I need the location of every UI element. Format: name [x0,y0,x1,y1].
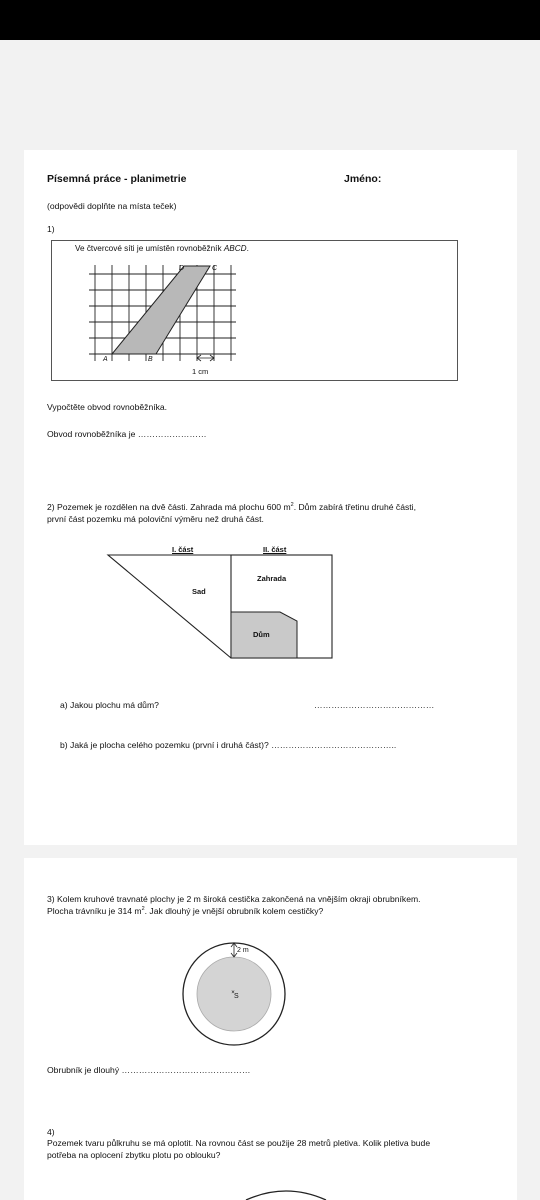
path-width-label: 2 m [237,947,249,954]
q3-answer-line: Obrubník je dlouhý ……………………………………… [47,1065,251,1075]
scale-marker [197,355,214,361]
parallelogram-abcd [112,266,210,354]
q1-figure-box [51,240,458,381]
q4-text-line2: potřeba na oplocení zbytku plotu po oblouku? [47,1150,221,1160]
land-plot-figure [24,540,517,680]
vertex-b: B [148,356,153,363]
scale-label: 1 cm [192,367,209,376]
part2-label: II. část [263,545,287,554]
q1-answer-line: Obvod rovnoběžníka je …………………… [47,429,207,439]
parallelogram-grid [52,241,459,382]
worksheet-page-2 [24,858,517,1200]
center-label: S [234,993,239,1000]
semicircle-figure-top [24,1180,517,1200]
worksheet-page-1 [24,150,517,845]
vertex-c: C [212,265,218,272]
q1-number: 1) [47,224,55,234]
page-title: Písemná práce - planimetrie [47,173,187,185]
q4-text-line1: Pozemek tvaru půlkruhu se má oplotit. Na rovnou část se použije 28 metrů pletiva. Kolik pletiva bude [47,1138,431,1148]
q3-text-line2: Plocha trávníku je 314 $m^2$. Jak dlouhý je vnější obrubník kolem cestičky? [47,906,324,916]
vertex-a: A [103,356,108,363]
q1-box-text: Ve čtvercové síti je umístěn rovnoběžník ABCD. [75,244,249,253]
q2-sub-a: a) Jakou plochu má dům? [60,700,159,710]
q2-text-line2: první část pozemku má poloviční výměru než druhá část. [47,514,264,524]
vertex-d: D [179,265,185,272]
house-label: Dům [253,630,270,639]
q3-text-line1: 3) Kolem kruhové travnaté plochy je 2 m široká cestička zakončená na vnějším okraji obrubníkem. [47,894,421,904]
q2-sub-b: b) Jaká je plocha celého pozemku (první i druhá část)? …………………………………….. [60,740,397,750]
q2-sub-a-answer: …………………………………… [314,700,435,710]
q4-number: 4) [47,1127,55,1137]
part1-label: I. část [172,545,194,554]
status-bar [0,0,540,40]
garden-label: Zahrada [257,574,287,583]
orchard-label: Sad [192,587,206,596]
name-label: Jméno: [344,173,382,185]
q2-text-line1: 2) Pozemek je rozdělen na dvě části. Zahrada má plochu 600 $m^2$. Dům zabírá třetinu druhé části, [47,502,416,512]
q1-task: Vypočtěte obvod rovnoběžníka. [47,402,168,412]
instructions: (odpovědi doplňte na místa teček) [47,201,177,211]
circular-lawn-figure [24,938,517,1048]
svg-text:×: × [231,990,235,996]
